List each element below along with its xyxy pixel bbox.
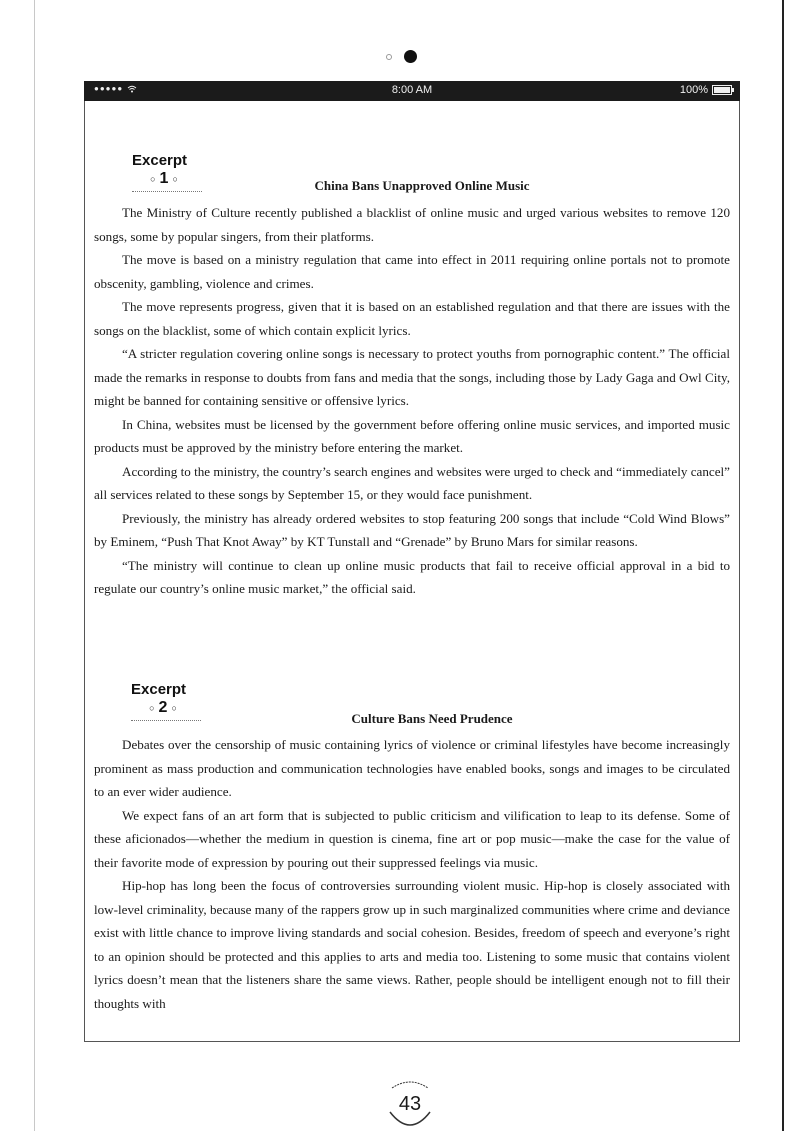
paragraph: Hip-hop has long been the focus of controversies surrounding violent music. Hip-hop is closely associated with low-level criminality, because many of the rappers grow up in such marginalized communities where crime and deviance exist with little chance to improve living standards and social cohesion. Besides, freedom of speech and everyone’s right to an opinion should be protected and this applies to arts and media too. Listening to some music that contains violent lyrics doesn’t mean that the listeners share the same views. Rather, people should be intelligent enough not to fill their thoughts with [94, 878, 730, 1011]
status-right [680, 84, 732, 96]
excerpt-label: Excerpt [132, 152, 188, 169]
excerpt-label: Excerpt [131, 681, 187, 698]
paragraph: “A stricter regulation covering online songs is necessary to protect youths from pornographic content.” The official made the remarks in response to doubts from fans and media that the songs, including those by Lady Gaga and Owl City, might be banned for containing sensitive or offensive lyrics. [94, 346, 730, 408]
binding-margin-line [34, 0, 35, 1131]
camera-icon [404, 50, 417, 63]
article-body [94, 733, 730, 1015]
article-title: China Bans Unapproved Online Music [314, 178, 530, 193]
battery-fill [714, 87, 730, 93]
page-number: 43 [398, 1093, 422, 1115]
paragraph: The move represents progress, given that it is based on an established regulation and that there are issues with the songs on the blacklist, some of which contain explicit lyrics. [94, 299, 730, 338]
paragraph: The move is based on a ministry regulation that came into effect in 2011 requiring online portals not to promote obscenity, gambling, violence and crimes. [94, 252, 730, 291]
status-time: 8:00 AM [391, 84, 433, 96]
battery-icon [712, 85, 732, 95]
signal-icon: ●●●●● [94, 84, 124, 93]
article-title: Culture Bans Need Prudence [351, 711, 513, 726]
sensor-icon [386, 54, 392, 60]
paragraph: “The ministry will continue to clean up online music products that fail to receive official approval in a bid to regulate our country’s online music market,” the official said. [94, 557, 730, 596]
excerpt-number: ○ 1 ○ [150, 170, 178, 187]
status-bar [84, 81, 740, 101]
paragraph: The Ministry of Culture recently published a blacklist of online music and urged various websites to remove 120 songs, some by popular singers, from their platforms. [94, 205, 730, 244]
article-body [94, 201, 730, 601]
paragraph: According to the ministry, the country’s search engines and websites were urged to check and “immediately cancel” all services related to these songs by September 15, or they would face punishment. [94, 463, 730, 502]
excerpt-number: ○ 2 ○ [149, 699, 177, 716]
paragraph: We expect fans of an art form that is subjected to public criticism and vilification to leap to its defense. Some of these aficionados—whether the medium in question is cinema, fine art or pop music—make the case for the value of their favorite mode of expression by pouring out their suppressed feelings via music. [94, 807, 730, 870]
paragraph: Previously, the ministry has already ordered websites to stop featuring 200 songs that include “Cold Wind Blows” by Eminem, “Push That Knot Away” by KT Tunstall and “Grenade” by Bruno Mars for similar reasons. [94, 510, 730, 549]
page-edge-line [782, 0, 784, 1131]
paragraph: In China, websites must be licensed by the government before offering online music services, and imported music products must be approved by the ministry before entering the market. [94, 416, 730, 455]
paragraph: Debates over the censorship of music containing lyrics of violence or criminal lifestyles have become increasingly prominent as mass production and communication technologies have enabled books, songs and images to be circulated to an ever wider audience. [94, 737, 730, 799]
battery-percent: 100% [679, 84, 708, 96]
